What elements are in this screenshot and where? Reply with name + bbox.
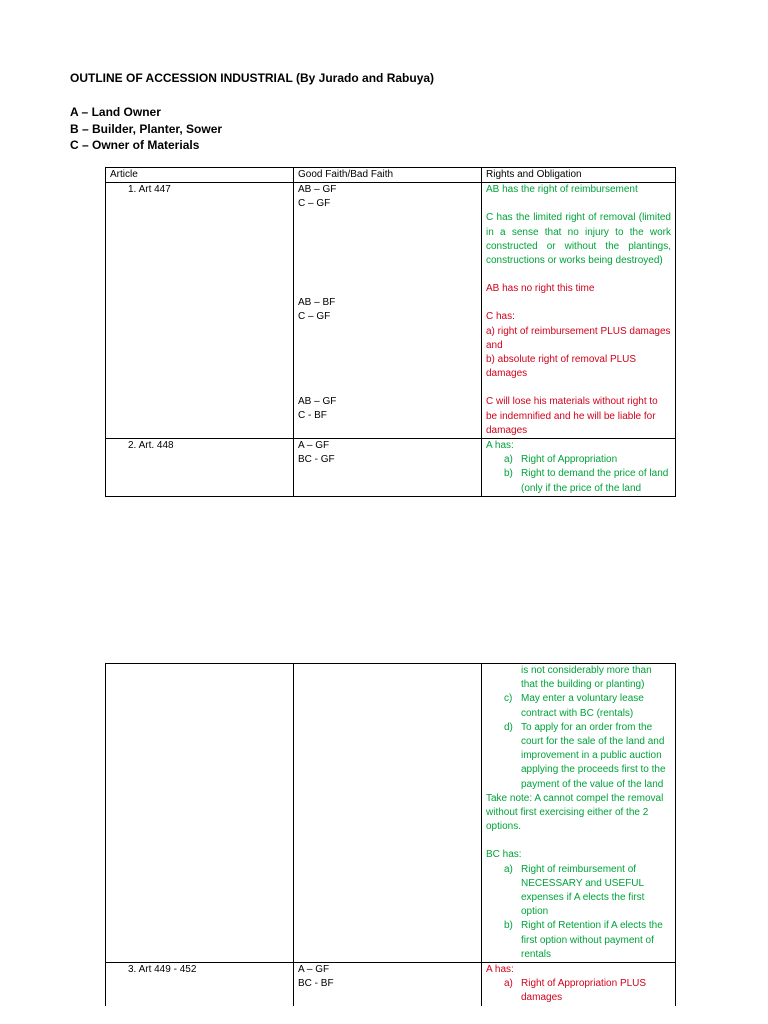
rights-text: AB has no right this time	[486, 283, 595, 295]
article-cell	[106, 439, 294, 497]
table-row	[106, 439, 676, 497]
faith-cell	[294, 183, 482, 439]
rights-text: C has:	[486, 311, 515, 323]
faith-entry: AB – GF	[298, 184, 337, 196]
accession-table	[105, 167, 676, 497]
list-item: a) Right of Appropriation PLUS damages	[504, 978, 647, 1004]
list-item: a) Right of reimbursement of NECESSARY and USEFUL expenses if A elects the first option	[504, 863, 645, 918]
faith-entry: A – GF	[298, 440, 330, 452]
header-rights: Rights and Obligation	[482, 168, 676, 183]
list-item: c) May enter a voluntary lease contract with BC (rentals)	[504, 693, 644, 719]
table-row	[106, 963, 676, 1006]
faith-entry: C – GF	[298, 310, 331, 322]
article-label: 3. Art 449 - 452	[128, 964, 197, 976]
article-label: 2. Art. 448	[128, 440, 174, 452]
take-note: Take note: A cannot compel the removal without first exercising either of the 2 options.	[486, 792, 664, 833]
faith-entry: AB – GF	[298, 396, 337, 408]
rights-text: is not considerably more than that the building or planting)	[521, 665, 652, 691]
faith-entry: C – GF	[298, 198, 331, 210]
faith-cell	[294, 664, 482, 963]
faith-entry: A – GF	[298, 964, 330, 976]
header-faith: Good Faith/Bad Faith	[294, 168, 482, 183]
list-item: b) Right of Retention if A elects the first option without payment of rentals	[504, 920, 663, 960]
table-header-row	[106, 168, 676, 183]
legend-land-owner: A – Land Owner	[70, 105, 161, 119]
rights-cell	[482, 963, 676, 1006]
table-row	[106, 183, 676, 439]
rights-text: A has:	[486, 440, 514, 452]
rights-cell	[482, 183, 676, 439]
legend-builder: B – Builder, Planter, Sower	[70, 121, 223, 136]
accession-table-continued	[105, 663, 676, 1006]
rights-text: AB has the right of reimbursement	[486, 184, 638, 196]
rights-cell	[482, 439, 676, 497]
rights-text: A has:	[486, 964, 514, 976]
rights-cell	[482, 664, 676, 963]
legend-materials-owner: C – Owner of Materials	[70, 138, 200, 152]
list-item: b) Right to demand the price of land (only if the price of the land	[504, 468, 669, 494]
party-legend	[70, 104, 222, 154]
document-title: OUTLINE OF ACCESSION INDUSTRIAL (By Jurado and Rabuya)	[70, 71, 435, 85]
faith-entry: BC - GF	[298, 454, 335, 466]
table-row	[106, 664, 676, 963]
rights-text: C has the limited right of removal (limited in a sense that no injury to the work constructed or without the plantings, constructions or works being destroyed)	[486, 212, 671, 267]
article-cell	[106, 183, 294, 439]
rights-text: BC has:	[486, 849, 522, 861]
article-label: 1. Art 447	[128, 184, 171, 196]
rights-text: b) absolute right of removal PLUS damages	[486, 354, 637, 380]
article-cell	[106, 664, 294, 963]
list-item: a) Right of Appropriation	[504, 454, 618, 466]
rights-text: C will lose his materials without right to be indemnified and he will be liable for damages	[486, 396, 658, 436]
list-item: d) To apply for an order from the court for the sale of the land and improvement in a public auction applying the proceeds first to the payment of the value of the land	[504, 721, 666, 790]
article-cell	[106, 963, 294, 1006]
header-article: Article	[106, 168, 294, 183]
faith-entry: BC - BF	[298, 978, 334, 990]
faith-cell	[294, 963, 482, 1006]
faith-entry: AB – BF	[298, 296, 336, 308]
rights-text: a) right of reimbursement PLUS damages and	[486, 325, 671, 351]
faith-cell	[294, 439, 482, 497]
faith-entry: C - BF	[298, 410, 327, 422]
